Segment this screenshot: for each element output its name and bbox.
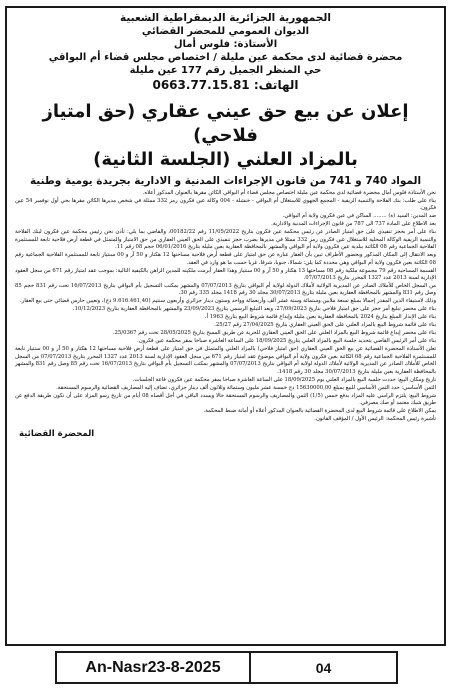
body-paragraph: بعد الاطلاع على المادة 737 الى 787 من قانون الإجراءات المدنية والادارية. (271, 221, 436, 228)
header-republic: الجمهورية الجزائرية الديمقراطية الشعبية (120, 12, 331, 24)
body-paragraph: وذلك لاستيفاء الدين المقدر إجمالا بمبلغ تسعة ملايين وستمائة وستة عشر ألف وأربعمائة وواحد وستون دينار جزائري وأربعون سنتيم (9.616.461,40 دج)، وتعيين حارس قضائي حتى بيع العقار. (19, 298, 436, 305)
header-bailiff-name: الأستاذة: فلوس أمال (173, 39, 278, 50)
phone-label: الهاتف: (253, 78, 299, 92)
notice-body (15, 190, 436, 423)
header-address: حي المنظر الجميل رقم 177 عين مليلة (129, 65, 322, 76)
body-paragraph: من السجل الخاص للأملاك الصادر عن المديرية الولائية لأملاك الدولة لولاية أم البواقي بتاريخ 07/07/2013 والمشهر بمكتب التسجيل بأم البواقي بتاريخ 16/07/2013 تحت رقم 831 حجم 85 وصل رقم 831 والمشهر بالمحافظة العقارية بعين مليلة بتاريخ 30/07/2013 مجلد 30 رقم 1418 مجلد 335 رقم 30. (15, 283, 436, 297)
body-paragraph: وبعد الانتقال إلى المكان المذكور وبحضور الأطراف تبين بأن العقار عبارة عن حق امتياز على قطعة أرض فلاحية مساحتها 12 هكتار و 50 آر و 00 سنتيار تابعة للمستثمرة الفلاحية الجماعية رقم 08 الكائنة بعين فكرون ولاية أم البواقي وهي محددة كما يلي: شمالا، جنوبا، شرقا، غربا حسب ما هو وارد في العقد. (15, 252, 436, 266)
body-paragraph: بناء على محضر تبليغ أمر حجز على حق امتياز فلاحي بتاريخ 27/09/2023، وبعد التبليغ الرسمي بتاريخ 23/09/2023 والمشهر بالمحافظة العقارية بتاريخ 10/12/2023. (72, 306, 436, 313)
bailiff-signature: المحضرة القضائية (19, 429, 95, 440)
body-paragraph: ضد المدين: السيد (ة) ........ الساكن في عين فكرون ولاية أم البواقي. (282, 213, 436, 220)
page-number: 04 (251, 651, 398, 684)
header-jurisdiction: محضرة قضائية لدى محكمة عين مليلة / اختصاص مجلس قضاء أم البواقي (48, 52, 403, 63)
body-paragraph: بناء على قائمة شروط البيع بالمزاد العلني على الحق العيني العقاري بتاريخ 27/04/2025 رقم 25/27. (214, 322, 436, 329)
header-office: الديوان العمومي للمحضر القضائي (141, 26, 310, 37)
body-paragraph: شروط البيع: يلتزم الراسي عليه المزاد بدفع خمس (1/5) الثمن والمصاريف والرسوم المستحقة حالا ويسدد الباقي في أجل أقصاه 08 أيام من تاريخ رسو المزاد على أن تكون طريقة الدفع عن طريق شيك معتمد أو صك مصرفي. (15, 392, 436, 407)
body-paragraph: بناء على الإنذار المبلغ بتاريخ 2024 بالمحافظة العقارية بعين مليلة وإيداع قائمة شروط البيع بتاريخ 1963 أ. (204, 314, 436, 321)
body-paragraph: تاريخ ومكان البيع: حددت جلسة البيع بالمزاد العلني يوم 18/09/2025 على الساعة العاشرة صباحا بمقر محكمة عين فكرون قاعة الجلسات. (132, 376, 436, 383)
legal-notice-frame (5, 6, 446, 646)
body-paragraph: القسمة المساحية رقم 79 مجموعة ملكية رقم 08 مساحتها 13 هكتار و 50 آر و 00 سنتيار وهذا العقار أبرمت ملكيته للمدين الراهن بالكيفية التالية: بموجب عقد امتياز رقم 671 من سجل العقود الإدارية لسنة 2013 عدد 1327 المحرر بتاريخ 07/07/2013. (15, 267, 436, 282)
body-paragraph: يمكن الاطلاع على قائمة شروط البيع لدى المحضرة القضائية بالعنوان المذكور أعلاه أو أمانة ضبط المحكمة. (203, 408, 436, 415)
notice-title-session: بالمزاد العلني (الجلسة الثانية) (93, 149, 358, 170)
body-paragraph: الثمن الأساسي: حدد الثمن الأساسي للبيع بمبلغ 15630000,00 دج خمسة عشر مليون وستمائة وثلاثون ألف دينار جزائري، تضاف إليه المصاريف القضائية والرسوم المستحقة. (56, 384, 436, 391)
body-paragraph: تعلن الأستاذة المحضرة القضائية عن بيع الحق العيني العقاري (حق امتياز فلاحي) بالمزاد العلني والمتمثل في حق امتياز على قطعة أرض فلاحية مساحتها 12 هكتار و 50 آر و 00 سنتيار تابعة للمستثمرة الفلاحية الجماعية رقم 08 الكائنة بعين فكرون ولاية أم البواقي موضوع عقد امتياز رقم 671 من سجل العقود الإدارية لسنة 2013 عدد 1327 المحرر بتاريخ 07/07/2013 من السجل الخاص للأملاك الصادر عن المديرية الولائية لأملاك الدولة لولاية أم البواقي بتاريخ 07/07/2013 والمشهر بمكتب التسجيل بأم البواقي بتاريخ 16/07/2013 تحت رقم 85 وصل رقم 831 والمشهر بالمحافظة العقارية بعين مليلة بتاريخ 30/07/2013 مجلد 30 رقم 1418. (15, 346, 437, 375)
notice-header (15, 12, 436, 77)
phone-number: 0663.77.15.81 (152, 78, 250, 92)
notice-legal-basis: المواد 740 و 741 من قانون الإجراءات المدنية و الادارية بجريدة يومية وطنية (29, 175, 422, 187)
body-paragraph: بناء على محضر إيداع قائمة شروط البيع بالمزاد العلني على الحق العيني العقاري للحرية عن طريق المسح بتاريخ 28/05/2025 تحت رقم 25/0367. (112, 330, 436, 337)
body-paragraph: تأشيرة رئيس المحكمة: الرئيس الأول / المؤقف القانون. (314, 416, 436, 423)
body-paragraph: بناء على أمر بحجز تنفيذي على حق امتياز الصادر عن رئيس محكمة عين فكرون بتاريخ 11/05/2022 رقم 00182/22، والقاضي بما يلي: تأذن نحن رئيس محكمة عين فكرون لبنك الفلاحة والتنمية الريفية الوكالة المحلية للاستغلال عين فكرون رمز 332 ممثلا في مديرها بضرب حجز تنفيذي على الحق العيني العقاري من حق الامتياز والمتمثل في قطعة أرض فلاحية تابعة للمستثمرة الفلاحية الجماعية رقم 08 الكائنة ببلدية عين فكرون ولاية أم البواقي والمشهر بالمحافظة العقارية بعين مليلة بتاريخ 06/01/2016 حجم 08 رقم 11. (15, 229, 436, 251)
publication-reference: An-Nasr23-8-2025 (55, 651, 251, 684)
body-paragraph: بناء على أمر الرئيس القاضي بتحديد جلسة البيع بالمزاد العلني بتاريخ 18/09/2025 على الساعة العاشرة صباحا بمقر محكمة عين فكرون. (137, 338, 436, 345)
body-paragraph: بناء على طلب: بنك الفلاحة والتنمية الريفية - المجمع الجهوي للاستغلال أم البواقي - خنشلة - 004 وكالة عين فكرون رمز 332 ممثلة في شخص مديرها الكائن مقرها بحي أول نوفمبر 54 عين فكرون. (15, 198, 436, 212)
notice-title: إعلان عن بيع حق عيني عقاري (حق امتياز فلاحي) (42, 101, 409, 146)
body-paragraph: نحن الأستاذة فلوس أمال محضرة قضائية لدى محكمة عين مليلة اختصاص مجلس قضاء أم البواقي الكائن مقرها بالعنوان المذكور أعلاه. (142, 190, 436, 196)
header-phone (15, 78, 436, 92)
